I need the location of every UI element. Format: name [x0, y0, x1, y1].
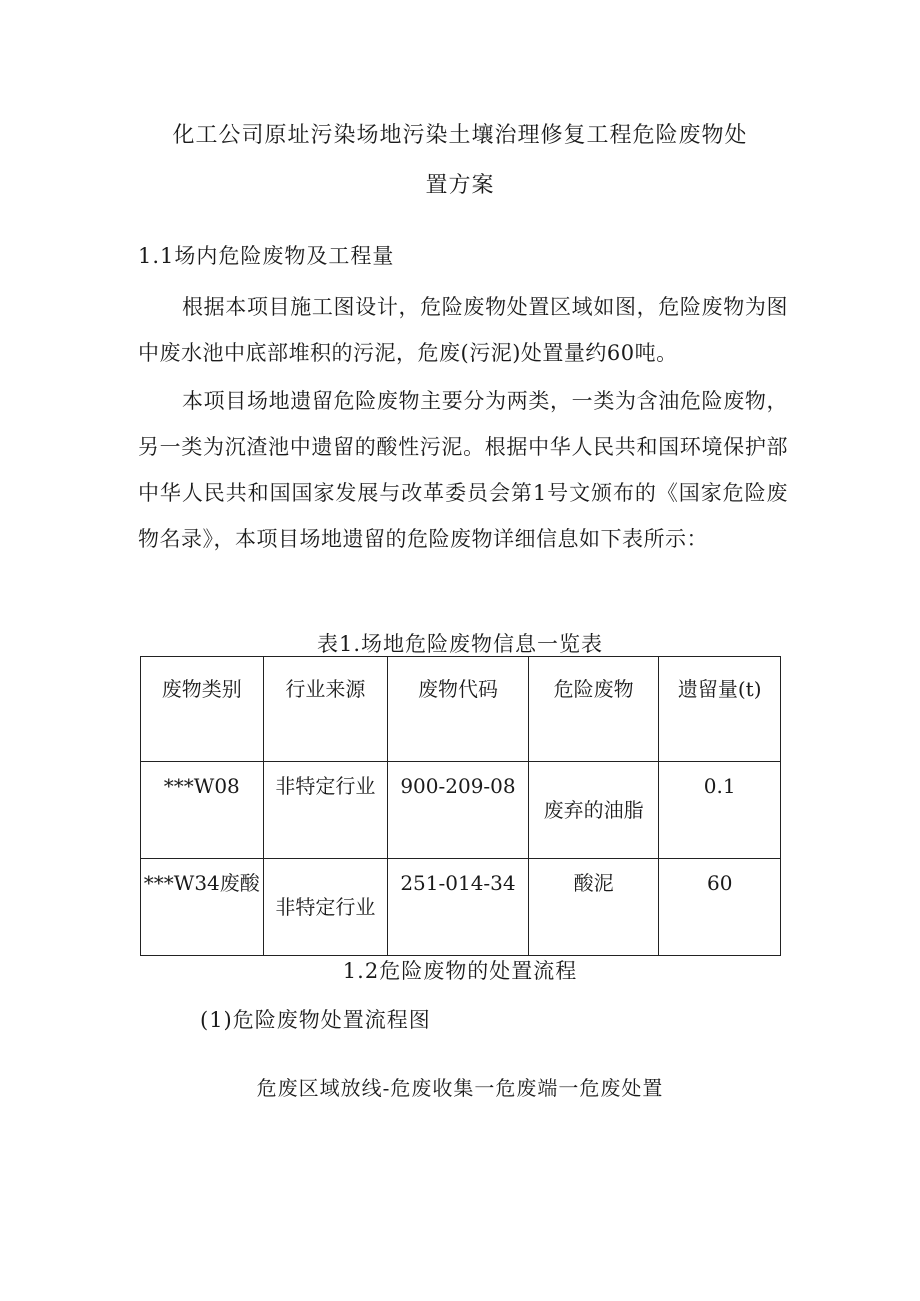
hazardous-waste-table [140, 656, 781, 956]
cell-amount: 60 [659, 859, 781, 956]
cell-code: 251-014-34 [388, 859, 529, 956]
cell-amount: 0.1 [659, 762, 781, 859]
subsection-heading-flowchart: (1)危险废物处置流程图 [200, 1008, 431, 1032]
cell-category: ***W08 [141, 762, 264, 859]
cell-source: 非特定行业 [263, 762, 388, 859]
cell-code: 900-209-08 [388, 762, 529, 859]
table-row [141, 859, 781, 956]
cell-waste: 废弃的油脂 [528, 762, 659, 859]
header-cell-waste: 危险废物 [528, 657, 659, 762]
table-caption: 表1.场地危险废物信息一览表 [316, 632, 604, 656]
paragraph-1: 根据本项目施工图设计，危险废物处置区域如图，危险废物为图中废水池中底部堆积的污泥，危废(污泥)处置量约60吨。 [138, 295, 788, 365]
section-heading-1-2: 1.2危险废物的处置流程 [342, 959, 578, 983]
document-title-line-1: 化工公司原址污染场地污染土壤治理修复工程危险废物处 [172, 123, 748, 148]
table-header-row [141, 657, 781, 762]
header-cell-amount: 遗留量(t) [659, 657, 781, 762]
cell-category: ***W34废酸 [141, 859, 264, 956]
paragraph-2: 本项目场地遗留危险废物主要分为两类，一类为含油危险废物，另一类为沉渣池中遗留的酸性污泥。根据中华人民共和国环境保护部中华人民共和国国家发展与改革委员会第1号文颁布的《国家危险废物名录》，本项目场地遗留的危险废物详细信息如下表所示： [138, 389, 788, 551]
process-flow-text: 危废区域放线-危废收集一危废端一危废处置 [256, 1076, 664, 1100]
section-heading-1-1: 1.1场内危险废物及工程量 [138, 244, 395, 268]
cell-source: 非特定行业 [263, 859, 388, 956]
header-cell-category: 废物类别 [141, 657, 264, 762]
header-cell-code: 废物代码 [388, 657, 529, 762]
cell-waste: 酸泥 [528, 859, 659, 956]
document-title-line-2: 置方案 [425, 173, 495, 198]
table-row [141, 762, 781, 859]
header-cell-source: 行业来源 [263, 657, 388, 762]
